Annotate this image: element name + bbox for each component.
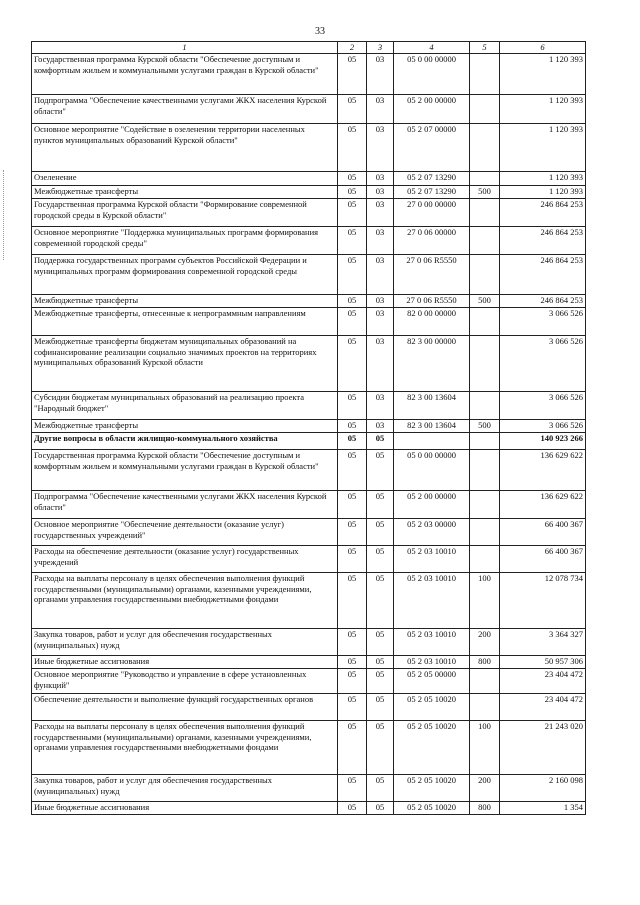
cell-expense-type xyxy=(470,308,500,336)
table-row xyxy=(32,694,586,721)
cell-expense-type xyxy=(470,546,500,573)
cell-target-article: 05 2 07 13290 xyxy=(394,172,470,186)
cell-subsection: 05 xyxy=(367,669,394,694)
cell-subsection: 03 xyxy=(367,95,394,124)
cell-section: 05 xyxy=(338,519,367,546)
page-number: 33 xyxy=(315,26,325,37)
cell-name: Обеспечение деятельности и выполнение функций государственных органов xyxy=(32,694,338,721)
cell-section: 05 xyxy=(338,629,367,656)
cell-expense-type xyxy=(470,124,500,172)
cell-subsection: 05 xyxy=(367,694,394,721)
cell-expense-type: 100 xyxy=(470,721,500,775)
table-row xyxy=(32,392,586,420)
cell-name: Подпрограмма "Обеспечение качественными услугами ЖКХ населения Курской области" xyxy=(32,491,338,519)
cell-expense-type xyxy=(470,519,500,546)
cell-expense-type xyxy=(470,669,500,694)
cell-subsection: 03 xyxy=(367,336,394,392)
cell-section: 05 xyxy=(338,295,367,308)
cell-name: Межбюджетные трансферты, отнесенные к непрограммным направлениям xyxy=(32,308,338,336)
cell-expense-type xyxy=(470,95,500,124)
cell-target-article: 05 2 07 13290 xyxy=(394,186,470,199)
cell-amount: 3 364 327 xyxy=(500,629,586,656)
cell-expense-type: 500 xyxy=(470,186,500,199)
table-row xyxy=(32,295,586,308)
cell-expense-type xyxy=(470,433,500,450)
cell-target-article: 05 2 03 10010 xyxy=(394,629,470,656)
cell-section: 05 xyxy=(338,775,367,802)
table-row xyxy=(32,721,586,775)
header-col-1: 1 xyxy=(32,42,338,54)
table-row xyxy=(32,199,586,227)
cell-target-article: 05 2 03 10010 xyxy=(394,573,470,629)
cell-section: 05 xyxy=(338,450,367,491)
cell-target-article: 27 0 06 R5550 xyxy=(394,295,470,308)
cell-section: 05 xyxy=(338,227,367,255)
cell-target-article: 82 3 00 13604 xyxy=(394,420,470,433)
table-row xyxy=(32,669,586,694)
cell-subsection: 05 xyxy=(367,433,394,450)
cell-subsection: 03 xyxy=(367,420,394,433)
cell-amount: 136 629 622 xyxy=(500,450,586,491)
cell-amount: 1 120 393 xyxy=(500,95,586,124)
cell-name: Межбюджетные трансферты бюджетам муниципальных образований на софинансирование реализации социально значимых проектов на территориях муниципальных образований Курской области xyxy=(32,336,338,392)
cell-section: 05 xyxy=(338,54,367,95)
cell-section: 05 xyxy=(338,172,367,186)
cell-target-article: 05 2 05 10020 xyxy=(394,775,470,802)
cell-name: Иные бюджетные ассигнования xyxy=(32,656,338,669)
cell-subsection: 05 xyxy=(367,573,394,629)
cell-target-article: 82 3 00 00000 xyxy=(394,336,470,392)
cell-target-article: 27 0 00 00000 xyxy=(394,199,470,227)
cell-subsection: 05 xyxy=(367,721,394,775)
table-row xyxy=(32,546,586,573)
cell-section: 05 xyxy=(338,95,367,124)
table-row xyxy=(32,420,586,433)
cell-target-article: 05 0 00 00000 xyxy=(394,450,470,491)
cell-amount: 2 160 098 xyxy=(500,775,586,802)
cell-amount: 246 864 253 xyxy=(500,255,586,295)
table-row xyxy=(32,656,586,669)
cell-expense-type: 200 xyxy=(470,629,500,656)
cell-subsection: 03 xyxy=(367,186,394,199)
cell-name: Основное мероприятие "Руководство и управление в сфере установленных функций" xyxy=(32,669,338,694)
table-row xyxy=(32,519,586,546)
cell-expense-type: 500 xyxy=(470,295,500,308)
cell-name: Озеленение xyxy=(32,172,338,186)
cell-name: Другие вопросы в области жилищно-коммунального хозяйства xyxy=(32,433,338,450)
header-row xyxy=(32,42,586,54)
table-row xyxy=(32,124,586,172)
cell-amount: 3 066 526 xyxy=(500,420,586,433)
cell-amount: 12 078 734 xyxy=(500,573,586,629)
cell-subsection: 05 xyxy=(367,546,394,573)
header-col-4: 4 xyxy=(394,42,470,54)
table-row xyxy=(32,629,586,656)
cell-amount: 66 400 367 xyxy=(500,546,586,573)
cell-name: Основное мероприятие "Поддержка муниципальных программ формирования современной городской среды" xyxy=(32,227,338,255)
cell-amount: 1 120 393 xyxy=(500,172,586,186)
cell-subsection: 05 xyxy=(367,519,394,546)
cell-name: Государственная программа Курской области "Обеспечение доступным и комфортным жильем и коммунальными услугами граждан в Курской области" xyxy=(32,450,338,491)
cell-expense-type xyxy=(470,491,500,519)
cell-target-article: 05 2 07 00000 xyxy=(394,124,470,172)
cell-target-article: 05 2 03 00000 xyxy=(394,519,470,546)
cell-section: 05 xyxy=(338,199,367,227)
cell-subsection: 05 xyxy=(367,802,394,815)
cell-target-article: 05 2 00 00000 xyxy=(394,491,470,519)
cell-name: Межбюджетные трансферты xyxy=(32,186,338,199)
cell-name: Государственная программа Курской области "Обеспечение доступным и комфортным жильем и коммунальными услугами граждан в Курской области" xyxy=(32,54,338,95)
cell-name: Субсидии бюджетам муниципальных образований на реализацию проекта "Народный бюджет" xyxy=(32,392,338,420)
cell-section: 05 xyxy=(338,433,367,450)
cell-amount: 23 404 472 xyxy=(500,694,586,721)
table-row xyxy=(32,255,586,295)
cell-name: Подпрограмма "Обеспечение качественными услугами ЖКХ населения Курской области" xyxy=(32,95,338,124)
table-row xyxy=(32,775,586,802)
header-col-5: 5 xyxy=(470,42,500,54)
cell-amount: 3 066 526 xyxy=(500,308,586,336)
cell-subsection: 03 xyxy=(367,295,394,308)
cell-section: 05 xyxy=(338,420,367,433)
cell-section: 05 xyxy=(338,336,367,392)
table-row xyxy=(32,491,586,519)
cell-target-article: 05 2 05 10020 xyxy=(394,802,470,815)
table-row xyxy=(32,433,586,450)
cell-amount: 1 120 393 xyxy=(500,186,586,199)
cell-subsection: 03 xyxy=(367,308,394,336)
cell-target-article: 05 2 05 10020 xyxy=(394,721,470,775)
cell-expense-type: 200 xyxy=(470,775,500,802)
cell-name: Основное мероприятие "Содействие в озеленении территории населенных пунктов муниципальных образований Курской области" xyxy=(32,124,338,172)
cell-subsection: 03 xyxy=(367,227,394,255)
cell-section: 05 xyxy=(338,669,367,694)
cell-amount: 3 066 526 xyxy=(500,336,586,392)
cell-target-article: 27 0 06 R5550 xyxy=(394,255,470,295)
cell-section: 05 xyxy=(338,573,367,629)
cell-expense-type xyxy=(470,336,500,392)
cell-subsection: 05 xyxy=(367,629,394,656)
cell-expense-type: 800 xyxy=(470,802,500,815)
table-row xyxy=(32,227,586,255)
cell-target-article: 05 0 00 00000 xyxy=(394,54,470,95)
cell-target-article: 05 2 05 00000 xyxy=(394,669,470,694)
table-row xyxy=(32,573,586,629)
cell-name: Расходы на выплаты персоналу в целях обеспечения выполнения функций государственными (муниципальными) органами, казенными учреждениями, органами управления государственными внебюджетными фондами xyxy=(32,573,338,629)
table-row xyxy=(32,172,586,186)
cell-expense-type xyxy=(470,392,500,420)
cell-subsection: 05 xyxy=(367,450,394,491)
cell-name: Иные бюджетные ассигнования xyxy=(32,802,338,815)
cell-expense-type xyxy=(470,255,500,295)
cell-target-article: 27 0 06 00000 xyxy=(394,227,470,255)
cell-amount: 1 120 393 xyxy=(500,124,586,172)
cell-amount: 1 354 xyxy=(500,802,586,815)
cell-amount: 246 864 253 xyxy=(500,295,586,308)
table-row xyxy=(32,95,586,124)
cell-target-article xyxy=(394,433,470,450)
cell-name: Закупка товаров, работ и услуг для обеспечения государственных (муниципальных) нужд xyxy=(32,629,338,656)
cell-subsection: 03 xyxy=(367,255,394,295)
cell-target-article: 05 2 05 10020 xyxy=(394,694,470,721)
cell-expense-type xyxy=(470,172,500,186)
cell-subsection: 03 xyxy=(367,124,394,172)
table-row xyxy=(32,336,586,392)
cell-name: Основное мероприятие "Обеспечение деятельности (оказание услуг) государственных учреждений" xyxy=(32,519,338,546)
cell-section: 05 xyxy=(338,186,367,199)
header-col-2: 2 xyxy=(338,42,367,54)
cell-amount: 66 400 367 xyxy=(500,519,586,546)
budget-table xyxy=(31,41,586,815)
cell-amount: 23 404 472 xyxy=(500,669,586,694)
cell-section: 05 xyxy=(338,308,367,336)
cell-section: 05 xyxy=(338,721,367,775)
margin-mark xyxy=(3,170,5,260)
cell-section: 05 xyxy=(338,802,367,815)
cell-name: Расходы на обеспечение деятельности (оказание услуг) государственных учреждений xyxy=(32,546,338,573)
cell-subsection: 03 xyxy=(367,54,394,95)
cell-section: 05 xyxy=(338,392,367,420)
table-row xyxy=(32,186,586,199)
cell-amount: 246 864 253 xyxy=(500,199,586,227)
cell-name: Государственная программа Курской области "Формирование современной городской среды в Курской области" xyxy=(32,199,338,227)
cell-amount: 50 957 306 xyxy=(500,656,586,669)
cell-section: 05 xyxy=(338,255,367,295)
cell-subsection: 05 xyxy=(367,656,394,669)
cell-amount: 1 120 393 xyxy=(500,54,586,95)
cell-expense-type: 800 xyxy=(470,656,500,669)
cell-subsection: 03 xyxy=(367,172,394,186)
header-col-6: 6 xyxy=(500,42,586,54)
cell-section: 05 xyxy=(338,124,367,172)
header-col-3: 3 xyxy=(367,42,394,54)
cell-target-article: 82 0 00 00000 xyxy=(394,308,470,336)
cell-section: 05 xyxy=(338,656,367,669)
cell-name: Межбюджетные трансферты xyxy=(32,295,338,308)
cell-target-article: 82 3 00 13604 xyxy=(394,392,470,420)
cell-name: Межбюджетные трансферты xyxy=(32,420,338,433)
cell-name: Закупка товаров, работ и услуг для обеспечения государственных (муниципальных) нужд xyxy=(32,775,338,802)
cell-expense-type: 500 xyxy=(470,420,500,433)
table-body xyxy=(32,54,586,815)
table-row xyxy=(32,308,586,336)
cell-amount: 136 629 622 xyxy=(500,491,586,519)
cell-amount: 140 923 266 xyxy=(500,433,586,450)
table-row xyxy=(32,802,586,815)
cell-expense-type: 100 xyxy=(470,573,500,629)
table-row xyxy=(32,450,586,491)
cell-section: 05 xyxy=(338,694,367,721)
cell-amount: 3 066 526 xyxy=(500,392,586,420)
cell-subsection: 03 xyxy=(367,199,394,227)
cell-subsection: 03 xyxy=(367,392,394,420)
cell-expense-type xyxy=(470,199,500,227)
cell-expense-type xyxy=(470,227,500,255)
cell-name: Расходы на выплаты персоналу в целях обеспечения выполнения функций государственными (муниципальными) органами, казенными учреждениями, органами управления государственными внебюджетными фондами xyxy=(32,721,338,775)
cell-amount: 246 864 253 xyxy=(500,227,586,255)
table-row xyxy=(32,54,586,95)
cell-subsection: 05 xyxy=(367,775,394,802)
cell-expense-type xyxy=(470,54,500,95)
cell-name: Поддержка государственных программ субъектов Российской Федерации и муниципальных программ формирования современной городской среды xyxy=(32,255,338,295)
cell-target-article: 05 2 03 10010 xyxy=(394,546,470,573)
cell-target-article: 05 2 03 10010 xyxy=(394,656,470,669)
cell-amount: 21 243 020 xyxy=(500,721,586,775)
cell-expense-type xyxy=(470,450,500,491)
cell-subsection: 05 xyxy=(367,491,394,519)
cell-target-article: 05 2 00 00000 xyxy=(394,95,470,124)
cell-section: 05 xyxy=(338,491,367,519)
cell-section: 05 xyxy=(338,546,367,573)
cell-expense-type xyxy=(470,694,500,721)
